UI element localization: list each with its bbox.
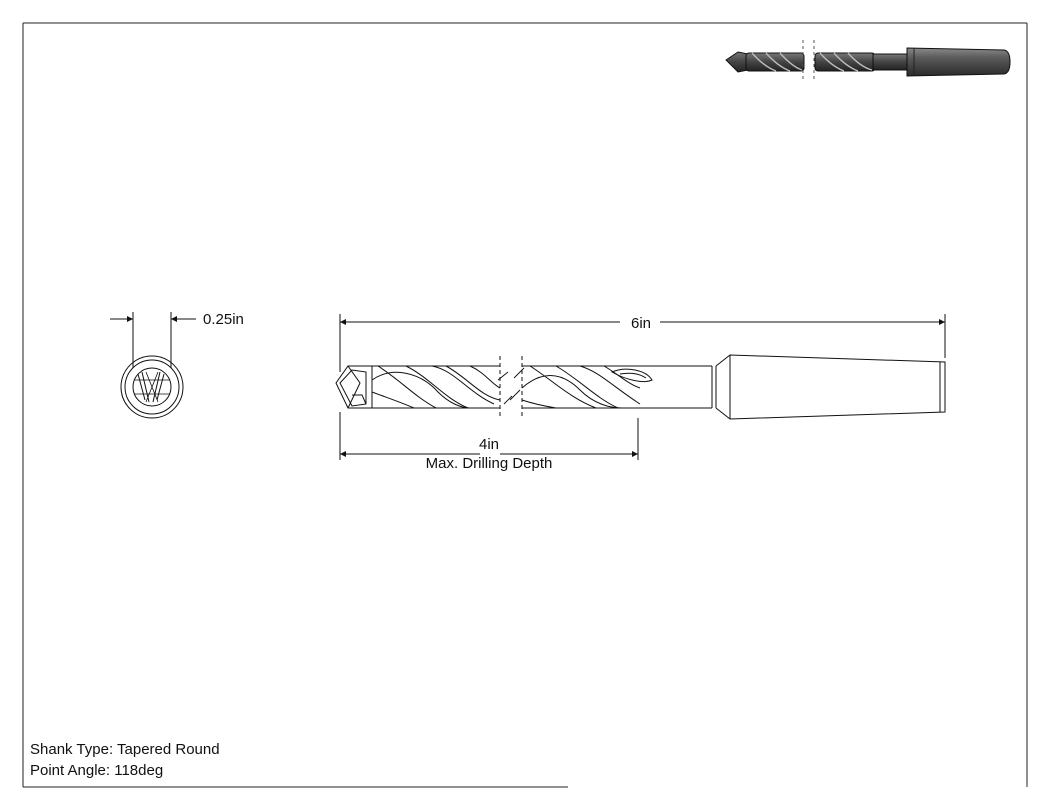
drill-end-view	[121, 356, 183, 418]
diameter-label: 0.25in	[203, 311, 244, 328]
drill-side-view	[336, 355, 945, 419]
drilling-depth-label: Max. Drilling Depth	[425, 455, 553, 472]
shank-type-note: Shank Type: Tapered Round	[30, 741, 220, 758]
sheet-border	[23, 23, 1027, 787]
drilling-depth-value: 4in	[478, 436, 500, 453]
drawing-notes	[30, 739, 220, 781]
overall-length-label: 6in	[631, 315, 652, 332]
point-angle-note: Point Angle: 118deg	[30, 762, 164, 779]
drill-bit-render	[726, 40, 1010, 80]
